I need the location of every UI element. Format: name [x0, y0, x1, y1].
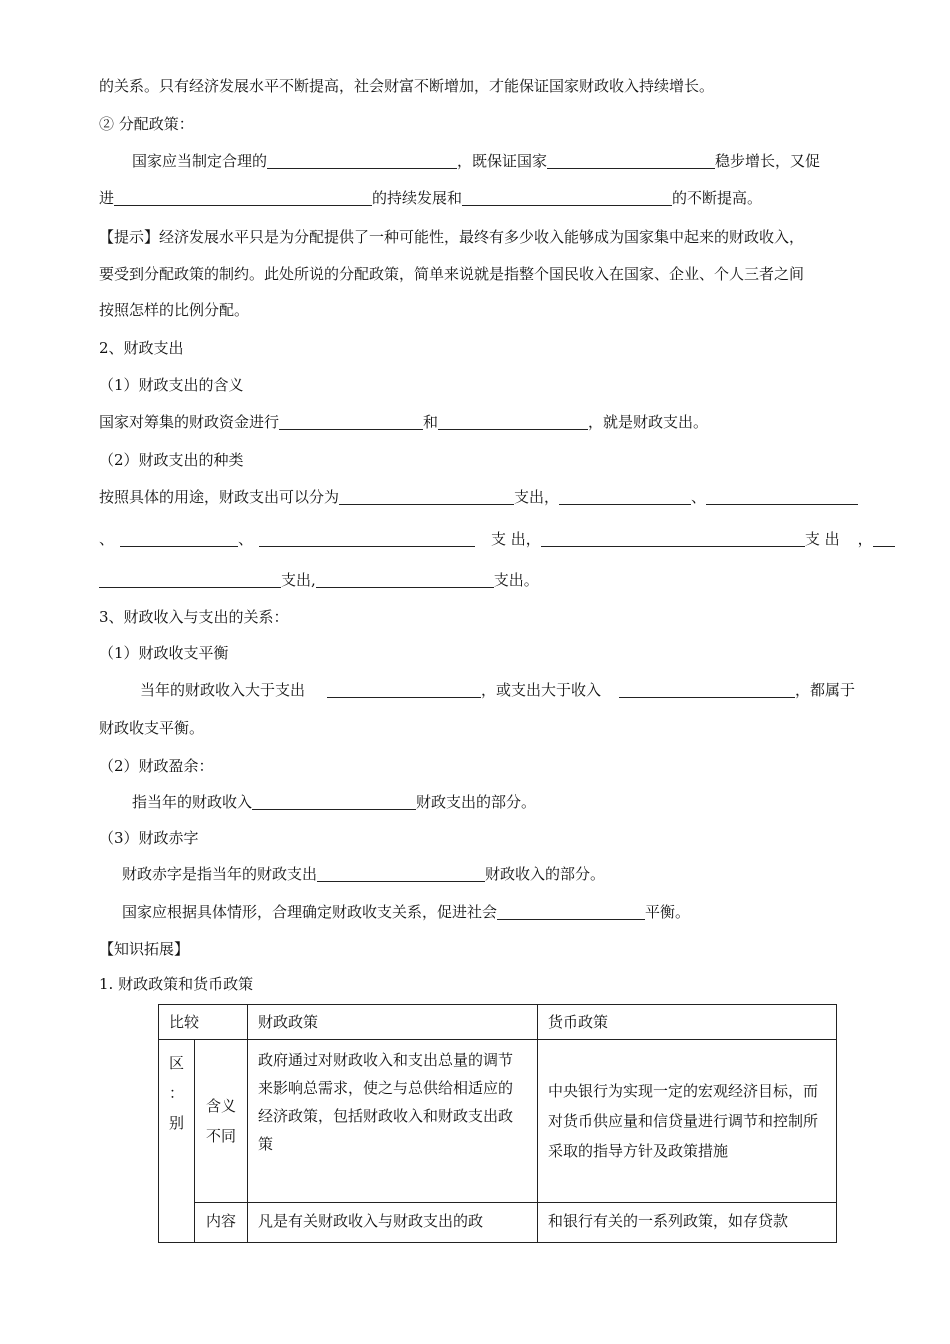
fill-line	[99, 188, 762, 208]
text: 国家应根据具体情形，合理确定财政收支关系，促进社会	[122, 903, 498, 921]
fill-line	[140, 680, 855, 700]
row-group-label: 区 ： 别	[168, 1054, 184, 1132]
fiscal-content: 凡是有关财政收入与财政支出的政	[258, 1212, 484, 1230]
text: 的不断提高。	[672, 189, 763, 207]
section-heading: 【知识拓展】	[99, 940, 190, 958]
text: 按照具体的用途，财政支出可以分为	[99, 488, 340, 506]
blank-field[interactable]	[559, 488, 691, 505]
text: 、	[238, 530, 254, 548]
text: 支 出	[804, 530, 840, 548]
row-group-cell	[159, 1040, 195, 1243]
subsection-heading: （1）财政收支平衡	[99, 644, 229, 662]
table-row	[159, 1203, 837, 1243]
text: ，	[857, 530, 873, 548]
text: 当年的财政收入大于支出	[140, 681, 306, 699]
table-cell	[538, 1203, 837, 1243]
table-cell	[195, 1040, 248, 1203]
row-label-content: 内容	[206, 1212, 237, 1230]
text: ，或支出大于收入	[481, 681, 602, 699]
blank-field[interactable]	[279, 413, 423, 430]
blank-field[interactable]	[267, 152, 457, 169]
text: 稳步增长，又促	[715, 152, 821, 170]
fill-line	[122, 902, 690, 922]
text: 、	[691, 488, 707, 506]
monetary-meaning: 中央银行为实现一定的宏观经济目标，而对货币供应量和信贷量进行调节和控制所采取的指导方针及政策措施	[548, 1082, 819, 1160]
monetary-content: 和银行有关的一系列政策，如存贷款	[548, 1212, 789, 1230]
comparison-table	[158, 1004, 837, 1243]
blank-field[interactable]	[438, 413, 588, 430]
table-header-cell	[159, 1005, 248, 1040]
blank-field[interactable]	[873, 530, 895, 547]
table-cell	[195, 1203, 248, 1243]
blank-field[interactable]	[327, 681, 481, 698]
fill-line	[99, 412, 708, 432]
text: 进	[99, 189, 115, 207]
tip-line: 按照怎样的比例分配。	[99, 301, 250, 319]
fill-line	[99, 570, 539, 590]
text: 平衡。	[645, 903, 691, 921]
text: 国家应当制定合理的	[132, 152, 268, 170]
blank-field[interactable]	[619, 681, 795, 698]
fill-line	[132, 792, 536, 812]
table-header-cell	[538, 1005, 837, 1040]
section-heading: 3、财政收入与支出的关系：	[99, 608, 289, 626]
header-fiscal: 财政政策	[258, 1013, 319, 1031]
text: 、	[99, 530, 115, 548]
subsection-heading: （3）财政赤字	[99, 829, 199, 847]
tip-line: 【提示】经济发展水平只是为分配提供了一种可能性，最终有多少收入能够成为国家集中起来的财政收入，	[99, 228, 805, 246]
text: 国家对筹集的财政资金进行	[99, 413, 280, 431]
text: ，既保证国家	[457, 152, 548, 170]
blank-field[interactable]	[497, 903, 645, 920]
text: 和	[423, 413, 439, 431]
text: 指当年的财政收入	[132, 793, 253, 811]
table-cell	[248, 1040, 538, 1203]
text: 财政支出的部分。	[416, 793, 537, 811]
table-header-cell	[248, 1005, 538, 1040]
blank-field[interactable]	[316, 571, 494, 588]
blank-field[interactable]	[462, 189, 672, 206]
blank-field[interactable]	[547, 152, 715, 169]
section-heading: 1. 财政政策和货币政策	[99, 975, 254, 993]
fill-line	[99, 487, 858, 507]
blank-field[interactable]	[706, 488, 858, 505]
blank-field[interactable]	[120, 530, 238, 547]
text: 财政收入的部分。	[485, 865, 606, 883]
table-cell	[248, 1203, 538, 1243]
row-label-meaning: 含义不同	[206, 1097, 237, 1145]
paragraph-line: 的关系。只有经济发展水平不断提高，社会财富不断增加，才能保证国家财政收入持续增长。	[99, 77, 715, 95]
tip-line: 要受到分配政策的制约。此处所说的分配政策，简单来说就是指整个国民收入在国家、企业、个人三者之间	[99, 265, 805, 283]
blank-field[interactable]	[541, 530, 805, 547]
header-monetary: 货币政策	[548, 1013, 609, 1031]
blank-field[interactable]	[259, 530, 475, 547]
blank-field[interactable]	[114, 189, 372, 206]
blank-field[interactable]	[252, 793, 416, 810]
table-header-row	[159, 1005, 837, 1040]
fiscal-meaning: 政府通过对财政收入和支出总量的调节来影响总需求，使之与总供给相适应的经济政策，包括财政收入和财政支出政策	[258, 1051, 514, 1153]
fill-line	[132, 151, 820, 171]
table-cell	[538, 1040, 837, 1203]
fill-line	[122, 864, 605, 884]
text: 财政赤字是指当年的财政支出	[122, 865, 318, 883]
header-compare: 比较	[169, 1013, 200, 1031]
paragraph-line: 财政收支平衡。	[99, 719, 205, 737]
blank-field[interactable]	[339, 488, 514, 505]
text: 支出，	[514, 488, 560, 506]
text: 支 出，	[491, 530, 541, 548]
blank-field[interactable]	[317, 865, 485, 882]
section-heading: 2、财政支出	[99, 339, 184, 357]
text: 支出。	[493, 571, 539, 589]
subsection-heading: （1）财政支出的含义	[99, 376, 244, 394]
text: ，都属于	[795, 681, 856, 699]
text: 的持续发展和	[372, 189, 463, 207]
table-row	[159, 1040, 837, 1203]
subsection-heading: （2）财政盈余：	[99, 757, 214, 775]
fill-line	[99, 529, 895, 549]
section-heading: ② 分配政策：	[99, 115, 194, 133]
text: 支出,	[281, 571, 316, 589]
blank-field[interactable]	[99, 571, 281, 588]
subsection-heading: （2）财政支出的种类	[99, 451, 244, 469]
text: ，就是财政支出。	[588, 413, 709, 431]
